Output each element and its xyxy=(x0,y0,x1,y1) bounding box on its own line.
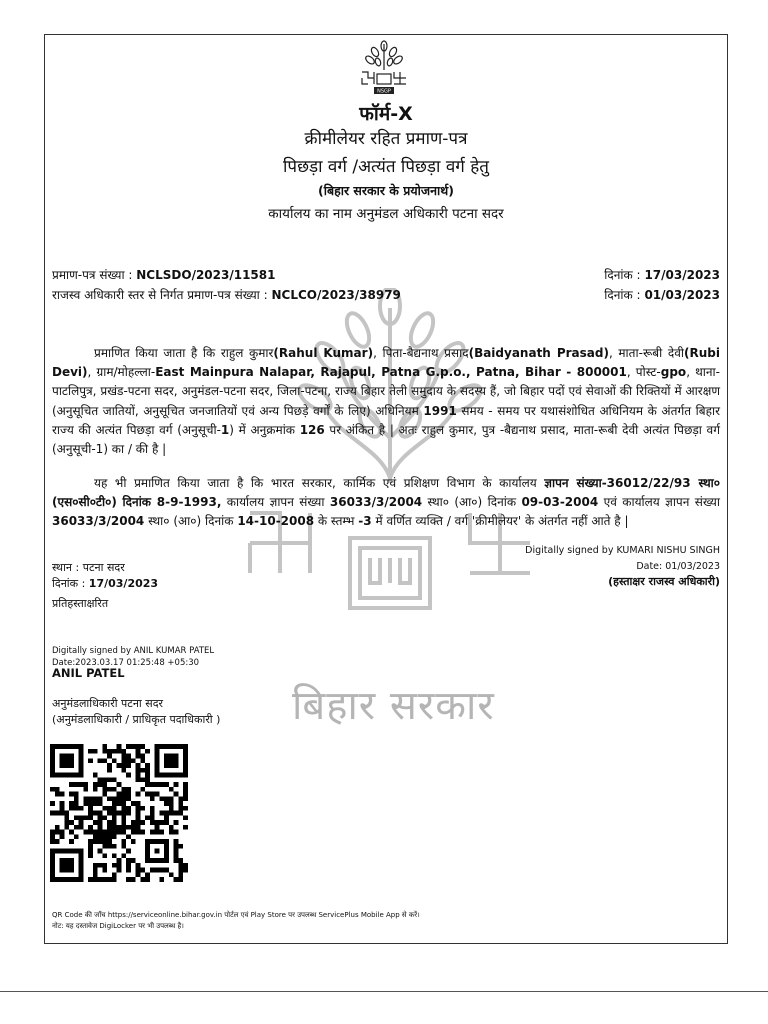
watermark-text: बिहार सरकार xyxy=(292,683,495,729)
para1-text-5: , पोस्ट- xyxy=(626,365,661,380)
revenue-number-line xyxy=(52,286,401,303)
para2-text-6: के स्तम्भ xyxy=(314,514,359,529)
revenue-number: NCLCO/2023/38979 xyxy=(271,288,401,302)
place-label: स्थान : xyxy=(52,561,80,574)
father-name-en: (Baidyanath Prasad) xyxy=(468,346,609,360)
revenue-date-label: दिनांक : xyxy=(604,288,641,302)
para1-text-9: पर अंकित है | अतः राहुल कुमार, पुत्र -बैद्यनाथ प्रसाद, माता-रूबी देवी अत्यंत पिछड़ा वर्ग (अनुसूची-1) का / की है | xyxy=(52,422,720,457)
certificate-number: NCLSDO/2023/11581 xyxy=(136,268,276,282)
place-value: पटना सदर xyxy=(82,561,125,574)
qr-verification-note: QR Code की जाँच https://serviceonline.bihar.gov.in पोर्टल एवं Play Store पर उपलब्ध ServicePlus Mobile App से करें। xyxy=(52,911,420,919)
schedule-number: 1 xyxy=(220,422,230,437)
creamy-layer-paragraph xyxy=(52,474,720,532)
para2-text-1: यह भी प्रमाणित किया जाता है कि भारत सरकार, कार्मिक एवं प्रशिक्षण विभाग के कार्यालय xyxy=(94,476,545,490)
sdo-role: (अनुमंडलाधिकारी / प्राधिकृत पदाधिकारी ) xyxy=(52,713,221,726)
purpose-text: (बिहार सरकार के प्रयोजनार्थ) xyxy=(318,183,454,198)
office-name: कार्यालय का नाम अनुमंडल अधिकारी पटना सदर xyxy=(268,206,504,222)
memo-2: 36033/3/2004 xyxy=(329,495,423,510)
sdo-signature-date: Date:2023.03.17 01:25:48 +05:30 xyxy=(52,658,200,668)
para1-text-7: समय - समय पर यथासंशोधित अधिनियम के अंतर्गत बिहार राज्य की अत्यंत पिछड़ा वर्ग (अनुसूची- xyxy=(52,403,720,437)
revenue-officer-signature-label: (हस्ताक्षर राजस्व अधिकारी) xyxy=(608,575,720,588)
para2-text-3: स्था० (आ०) दिनांक xyxy=(422,495,522,510)
memo-3: 36033/3/2004 xyxy=(52,514,145,529)
certification-paragraph xyxy=(52,344,720,459)
issue-date-label: दिनांक : xyxy=(52,577,86,590)
certificate-date: 17/03/2023 xyxy=(644,268,720,282)
certificate-number-line xyxy=(52,266,275,283)
certificate-date-label: दिनांक : xyxy=(604,268,641,282)
para1-text-6: , थाना-पाटलिपुत्र, प्रखंड-पटना सदर, अनुमंडल-पटना सदर, जिला-पटना, राज्य बिहार तेली समुदाय के सदस्य हैं, जो बिहार पदों एवं सेवाओं की रिक्तियों में आरक्षण (अनुसूचित जातियों, अनुसूचित जनजातियों एवं अन्य पिछड़े वर्गों के लिए) अधिनियम xyxy=(52,365,720,418)
issue-date: 17/03/2023 xyxy=(88,577,159,590)
form-title: फॉर्म-X xyxy=(359,103,413,125)
revenue-date-line xyxy=(604,286,720,303)
page-divider xyxy=(0,991,768,992)
post-en: gpo xyxy=(660,365,687,380)
para2-text-7: में वर्णित व्यक्ति / वर्ग 'क्रीमीलेयर' के अंतर्गत नहीं आते है | xyxy=(371,514,629,529)
para2-text-2: कार्यालय ज्ञापन संख्या xyxy=(221,495,330,510)
memo-3-date: 14-10-2008 xyxy=(237,514,315,529)
sdo-name: ANIL PATEL xyxy=(52,666,125,680)
para1-text-3: , माता-रूबी देवी xyxy=(608,346,684,360)
revenue-officer-digital-signature: Digitally signed by KUMARI NISHU SINGH xyxy=(525,545,720,556)
certificate-number-label: प्रमाण-पत्र संख्या : xyxy=(52,268,133,282)
serial-number: 126 xyxy=(299,422,325,437)
revenue-number-label: राजस्व अधिकारी स्तर से निर्गत प्रमाण-पत्र संख्या : xyxy=(52,288,268,302)
bihar-emblem-icon xyxy=(356,40,412,96)
svg-text:NSGP: NSGP xyxy=(377,88,391,95)
para1-text-8: ) में अनुक्रमांक xyxy=(229,422,300,437)
place-line xyxy=(52,560,125,575)
certificate-date-line xyxy=(604,266,720,283)
act-year: 1991 xyxy=(423,403,457,418)
digilocker-note: नोट: यह दस्तावेज DigiLocker पर भी उपलब्ध है। xyxy=(52,922,184,930)
para1-text-1: प्रमाणित किया जाता है कि राहुल कुमार xyxy=(94,346,274,360)
sdo-designation: अनुमंडलाधिकारी पटना सदर xyxy=(52,697,164,710)
mother-name-en: (Rubi Devi) xyxy=(52,346,720,380)
memo-2-date: 09-03-2004 xyxy=(521,495,599,510)
memo-1: ज्ञापन संख्या-36012/22/93 स्था० (एस०सी०टी०) दिनांक 8-9-1993, xyxy=(52,476,720,510)
countersigned-label: प्रतिहस्ताक्षरित xyxy=(52,597,109,610)
column-number: -3 xyxy=(358,514,372,529)
revenue-date: 01/03/2023 xyxy=(644,288,720,302)
sdo-digital-signature: Digitally signed by ANIL KUMAR PATEL xyxy=(52,646,215,656)
issue-date-line xyxy=(52,576,158,591)
para2-text-5: स्था० (आ०) दिनांक xyxy=(144,514,238,529)
para1-text-2: , पिता-बैद्यनाथ प्रसाद xyxy=(373,346,469,360)
applicant-name-en: (Rahul Kumar) xyxy=(273,346,374,360)
para2-text-4: एवं कार्यालय ज्ञापन संख्या xyxy=(598,495,720,510)
address-en: East Mainpura Nalapar, Rajapul, Patna G.p.o., Patna, Bihar - 800001 xyxy=(155,365,627,380)
certificate-title: क्रीमीलेयर रहित प्रमाण-पत्र xyxy=(304,129,468,149)
revenue-officer-signature-date: Date: 01/03/2023 xyxy=(636,561,720,572)
verification-qr-code[interactable] xyxy=(50,744,188,882)
category-title: पिछड़ा वर्ग /अत्यंत पिछड़ा वर्ग हेतु xyxy=(283,157,489,177)
para1-text-4: , ग्राम/मोहल्ला- xyxy=(87,365,156,380)
